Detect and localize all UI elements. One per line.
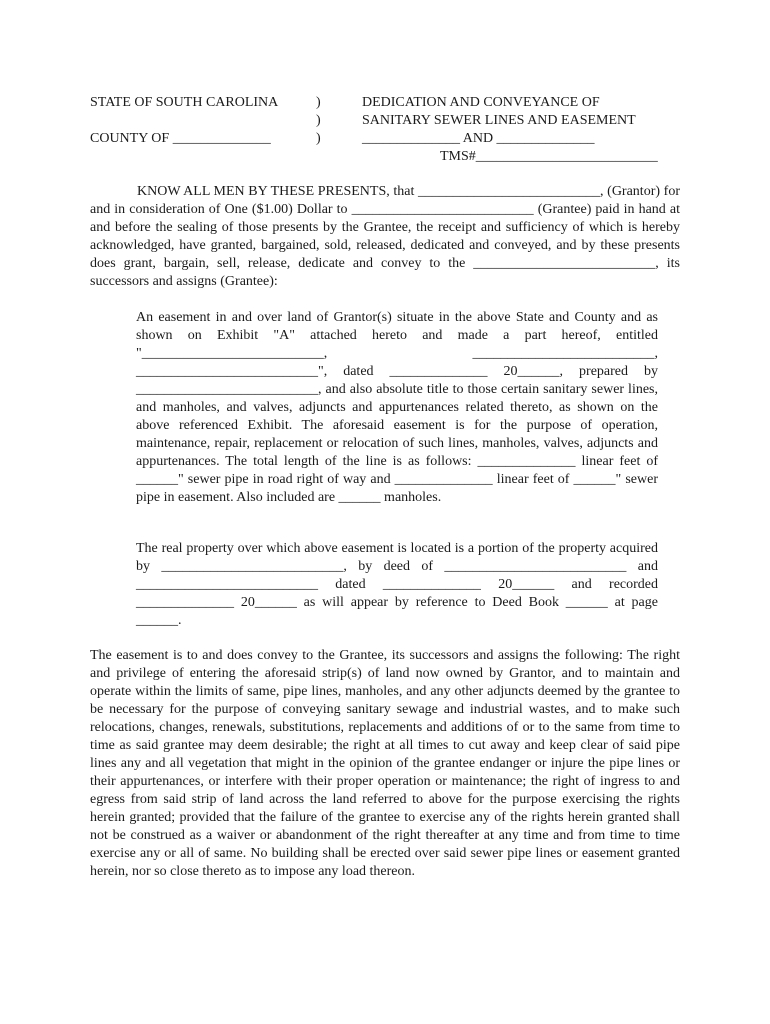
paragraph-real-property: The real property over which above easement is located is a portion of the property acquired by __________________________, by deed of __________________________ and __________________________ dated ______________ 20______ and recorded ______________ 20______ as will appear by reference to Deed Book ______ at page ______. — [136, 541, 658, 628]
tms-line: TMS#__________________________ — [440, 149, 658, 164]
document-title-line-2: SANITARY SEWER LINES AND EASEMENT — [362, 113, 636, 128]
state-caption: STATE OF SOUTH CAROLINA — [90, 95, 279, 110]
paren: ) — [316, 131, 321, 146]
paragraph-know-all-men: KNOW ALL MEN BY THESE PRESENTS, that __________________________, (Grantor) for and in consideration of One ($1.00) Dollar to __________________________ (Grantee) paid in hand at and before the sealing of those presents by the Grantee, the receipt and sufficiency of which is hereby acknowledged, have granted, bargained, sold, released, dedicated and conveyed, and by these presents does grant, bargain, sell, release, dedicate and convey to the __________________________, its successors and assigns (Grantee): — [90, 184, 680, 289]
parties-line: ______________ AND ______________ — [362, 131, 595, 146]
county-caption: COUNTY OF ______________ — [90, 131, 271, 146]
caption-right — [362, 94, 658, 166]
caption-parens — [316, 94, 321, 148]
paren: ) — [316, 95, 321, 110]
paren: ) — [316, 113, 321, 128]
document-title-line-1: DEDICATION AND CONVEYANCE OF — [362, 95, 600, 110]
caption-left — [90, 94, 278, 148]
paragraph-easement-rights: The easement is to and does convey to the Grantee, its successors and assigns the following: The right and privilege of entering the aforesaid strip(s) of land now owned by Grantor, and to maintain and operate within the limits of same, pipe lines, manholes, and any other adjuncts deemed by the grantee to be necessary for the purpose of conveying sanitary sewage and industrial wastes, and to make such relocations, changes, renewals, substitutions, replacements and additions of or to the same from time to time as said grantee may deem desirable; the right at all times to cut away and keep clear of said pipe lines any and all vegetation that might in the opinion of the grantee endanger or injure the pipe lines or their appurtenances, or interfere with their proper operation or maintenance; the right of ingress to and egress from said strip of land across the land referred to above for the purpose exercising the rights herein granted; provided that the failure of the grantee to exercise any of the rights herein granted shall not be construed as a waiver or abandonment of the right thereafter at any time and from time to time exercise any or all of same. No building shall be erected over said sewer pipe lines or easement granted herein, nor so close thereto as to impose any load thereon. — [90, 648, 680, 879]
paragraph-easement-description: An easement in and over land of Grantor(s) situate in the above State and County and as shown on Exhibit "A" attached hereto and made a part hereof, entitled "__________________________, __________________________, __________________________", dated ______________ 20______, prepared by __________________________, and also absolute title to those certain sanitary sewer lines, and manholes, and valves, adjuncts and appurtenances related thereto, as shown on the above referenced Exhibit. The aforesaid easement is for the purpose of operation, maintenance, repair, replacement or relocation of such lines, manholes, valves, adjuncts and appurtenances. The total length of the line is as follows: ______________ linear feet of ______" sewer pipe in road right of way and ______________ linear feet of ______" sewer pipe in easement. Also included are ______ manholes. — [136, 310, 658, 505]
